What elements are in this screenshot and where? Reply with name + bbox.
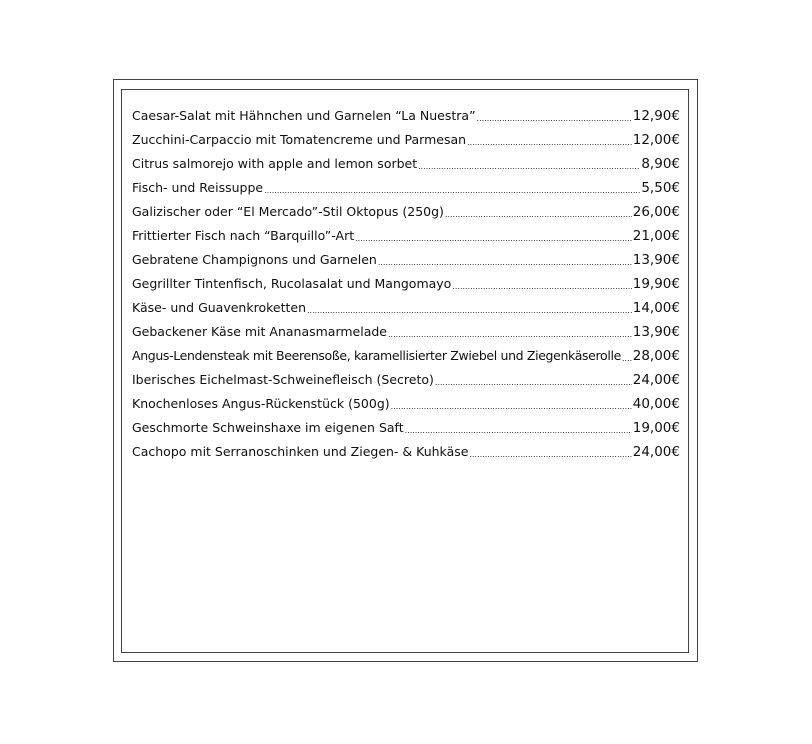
dot-leader: [405, 422, 632, 440]
menu-item: [132, 104, 680, 128]
menu-item: [132, 152, 680, 176]
menu-item: [132, 344, 680, 368]
dot-leader: [435, 374, 632, 392]
menu-item-price: 8,90€: [641, 156, 680, 172]
menu-item: [132, 224, 680, 248]
menu-item-name: Knochenloses Angus-Rückenstück (500g): [132, 396, 390, 411]
menu-item-name: Käse- und Guavenkroketten: [132, 300, 307, 315]
menu-item-price: 24,00€: [632, 444, 680, 460]
menu-item-name: Citrus salmorejo with apple and lemon sorbet: [132, 156, 418, 171]
menu-item-price: 12,00€: [632, 132, 680, 148]
dot-leader: [307, 302, 632, 320]
menu-item-name: Zucchini-Carpaccio mit Tomatencreme und Parmesan: [132, 132, 467, 147]
menu-item-price: 40,00€: [632, 396, 680, 412]
menu-item-name: Fisch- und Reissuppe: [132, 180, 264, 195]
menu-item-price: 28,00€: [632, 348, 680, 364]
menu-item: [132, 392, 680, 416]
dot-leader: [388, 326, 632, 344]
menu-item-price: 12,90€: [632, 108, 680, 124]
menu-item-name: Frittierter Fisch nach “Barquillo”-Art: [132, 228, 355, 243]
menu-item-price: 21,00€: [632, 228, 680, 244]
dot-leader: [418, 158, 640, 176]
dot-leader: [452, 278, 631, 296]
menu-item: [132, 200, 680, 224]
menu-item: [132, 272, 680, 296]
dot-leader: [445, 206, 632, 224]
dot-leader: [622, 350, 632, 368]
menu-item-name: Gebackener Käse mit Ananasmarmelade: [132, 324, 387, 339]
menu-item: [132, 368, 680, 392]
menu-item: [132, 128, 680, 152]
menu-item-name: Galizischer oder “El Mercado”-Stil Oktopus (250g): [132, 204, 444, 219]
menu-item-price: 14,00€: [632, 300, 680, 316]
menu-item-price: 19,90€: [632, 276, 680, 292]
dot-leader: [264, 182, 640, 200]
menu-item-name: Iberisches Eichelmast-Schweinefleisch (Secreto): [132, 372, 434, 387]
menu-item: [132, 320, 680, 344]
dot-leader: [469, 446, 631, 464]
menu-item-name: Gegrillter Tintenfisch, Rucolasalat und Mangomayo: [132, 276, 452, 291]
menu-item-name: Cachopo mit Serranoschinken und Ziegen- & Kuhkäse: [132, 444, 469, 459]
menu-item-price: 19,00€: [632, 420, 680, 436]
menu-item-name: Geschmorte Schweinshaxe im eigenen Saft: [132, 420, 404, 435]
menu-item: [132, 440, 680, 464]
menu-item-name: Angus-Lendensteak mit Beerensoße, karamellisierter Zwiebel und Ziegenkäserolle: [132, 348, 621, 363]
menu-item-price: 24,00€: [632, 372, 680, 388]
dot-leader: [467, 134, 632, 152]
menu-item-price: 5,50€: [641, 180, 680, 196]
dot-leader: [477, 110, 632, 128]
menu-item-name: Gebratene Champignons und Garnelen: [132, 252, 377, 267]
dot-leader: [355, 230, 632, 248]
menu-item: [132, 296, 680, 320]
menu-item: [132, 416, 680, 440]
menu-item-name: Caesar-Salat mit Hähnchen und Garnelen “La Nuestra”: [132, 108, 476, 123]
menu-list: [132, 104, 680, 464]
menu-item-price: 13,90€: [632, 324, 680, 340]
dot-leader: [391, 398, 632, 416]
dot-leader: [378, 254, 632, 272]
menu-item-price: 13,90€: [632, 252, 680, 268]
menu-item-price: 26,00€: [632, 204, 680, 220]
menu-item: [132, 248, 680, 272]
menu-item: [132, 176, 680, 200]
